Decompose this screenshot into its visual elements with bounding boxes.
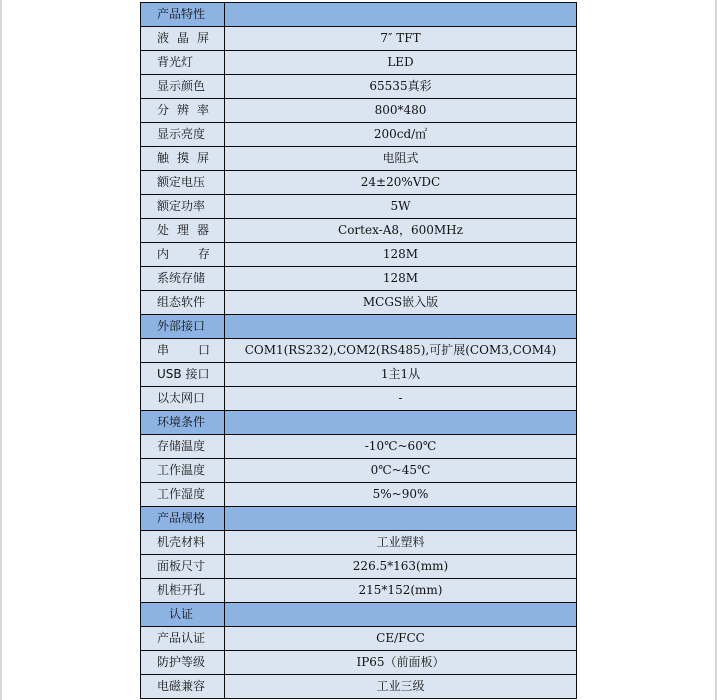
- section-title: 外部接口: [141, 315, 225, 339]
- spec-row-config-software: [141, 291, 577, 315]
- section-header-external-interfaces: [141, 315, 577, 339]
- spec-value: LED: [225, 51, 577, 75]
- spec-label: 分辨率: [141, 99, 225, 123]
- spec-row-emc: [141, 675, 577, 699]
- section-title: 环境条件: [141, 411, 225, 435]
- spec-label: 工作湿度: [141, 483, 225, 507]
- spec-label: 机柜开孔: [141, 579, 225, 603]
- section-header-environment: [141, 411, 577, 435]
- section-header-blank: [225, 315, 577, 339]
- spec-label: 防护等级: [141, 651, 225, 675]
- spec-value: MCGS嵌入版: [225, 291, 577, 315]
- spec-row-ethernet: [141, 387, 577, 411]
- spec-label: 系统存储: [141, 267, 225, 291]
- spec-row-serial-port: [141, 339, 577, 363]
- spec-value: 7″ TFT: [225, 27, 577, 51]
- section-title: 认证: [141, 603, 225, 627]
- spec-row-touchscreen: [141, 147, 577, 171]
- spec-label: 额定电压: [141, 171, 225, 195]
- spec-value: 工业三级: [225, 675, 577, 699]
- spec-label: 液晶屏: [141, 27, 225, 51]
- section-header-blank: [225, 507, 577, 531]
- spec-value: 工业塑料: [225, 531, 577, 555]
- page-left-border: [0, 0, 2, 700]
- spec-value: 226.5*163(mm): [225, 555, 577, 579]
- spec-value: CE/FCC: [225, 627, 577, 651]
- spec-label: 内存: [141, 243, 225, 267]
- spec-row-protection: [141, 651, 577, 675]
- spec-label: 产品认证: [141, 627, 225, 651]
- spec-label: 显示颜色: [141, 75, 225, 99]
- spec-value: IP65（前面板）: [225, 651, 577, 675]
- spec-value: 5%~90%: [225, 483, 577, 507]
- spec-row-storage-temp: [141, 435, 577, 459]
- spec-label: 背光灯: [141, 51, 225, 75]
- spec-value: -: [225, 387, 577, 411]
- spec-row-rated-voltage: [141, 171, 577, 195]
- spec-row-system-storage: [141, 267, 577, 291]
- spec-row-working-temp: [141, 459, 577, 483]
- spec-row-cutout: [141, 579, 577, 603]
- spec-value: 电阻式: [225, 147, 577, 171]
- section-header-specifications: [141, 507, 577, 531]
- spec-value: 5W: [225, 195, 577, 219]
- spec-row-rated-power: [141, 195, 577, 219]
- spec-row-memory: [141, 243, 577, 267]
- spec-value: 1主1从: [225, 363, 577, 387]
- spec-label: 额定功率: [141, 195, 225, 219]
- spec-label: 工作温度: [141, 459, 225, 483]
- spec-label: 以太网口: [141, 387, 225, 411]
- spec-value: -10℃~60℃: [225, 435, 577, 459]
- spec-label: USB 接口: [141, 363, 225, 387]
- section-header-blank: [225, 603, 577, 627]
- spec-row-usb: [141, 363, 577, 387]
- spec-row-resolution: [141, 99, 577, 123]
- spec-label: 机壳材料: [141, 531, 225, 555]
- spec-value: COM1(RS232),COM2(RS485),可扩展(COM3,COM4): [225, 339, 577, 363]
- spec-value: 65535真彩: [225, 75, 577, 99]
- spec-row-processor: [141, 219, 577, 243]
- spec-value: 128M: [225, 267, 577, 291]
- section-header-blank: [225, 3, 577, 27]
- spec-label: 串口: [141, 339, 225, 363]
- spec-table: [140, 2, 577, 699]
- spec-value: Cortex-A8，600MHz: [225, 219, 577, 243]
- spec-value: 200cd/㎡: [225, 123, 577, 147]
- spec-label: 显示亮度: [141, 123, 225, 147]
- section-header-blank: [225, 411, 577, 435]
- spec-value: 0℃~45℃: [225, 459, 577, 483]
- section-title: 产品规格: [141, 507, 225, 531]
- spec-label: 触摸屏: [141, 147, 225, 171]
- spec-row-display-colors: [141, 75, 577, 99]
- spec-label: 组态软件: [141, 291, 225, 315]
- spec-row-lcd: [141, 27, 577, 51]
- spec-value: 24±20%VDC: [225, 171, 577, 195]
- spec-label: 处理器: [141, 219, 225, 243]
- spec-row-product-cert: [141, 627, 577, 651]
- spec-label: 面板尺寸: [141, 555, 225, 579]
- spec-row-backlight: [141, 51, 577, 75]
- spec-row-working-humidity: [141, 483, 577, 507]
- spec-value: 800*480: [225, 99, 577, 123]
- spec-label: 电磁兼容: [141, 675, 225, 699]
- spec-value: 128M: [225, 243, 577, 267]
- spec-row-panel-size: [141, 555, 577, 579]
- spec-row-housing-material: [141, 531, 577, 555]
- spec-value: 215*152(mm): [225, 579, 577, 603]
- section-title: 产品特性: [141, 3, 225, 27]
- section-header-certification: [141, 603, 577, 627]
- spec-row-brightness: [141, 123, 577, 147]
- section-header-product-features: [141, 3, 577, 27]
- spec-label: 存储温度: [141, 435, 225, 459]
